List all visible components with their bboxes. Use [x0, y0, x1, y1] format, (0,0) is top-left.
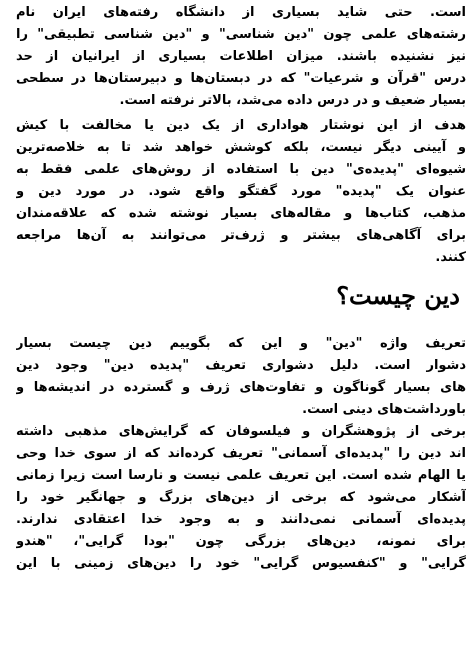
text-line: برخی از پژوهشگران و فیلسوفان که گرایش‌های مذهبی داشته‌ [16, 424, 466, 439]
text-line: هدف از این نوشتار هواداری از یک دین یا مخالفت با کیش [16, 118, 466, 133]
text-line: آشکار می‌شود که برخی از دین‌های بزرگ و جهانگیر خود را [16, 490, 466, 505]
text-line: است. حتی شاید بسیاری از دانشگاه رفته‌های ایران نام [16, 5, 466, 20]
paragraph-4 [16, 421, 466, 575]
text-line: عنوان یک "پدیده" مورد گفتگو واقع شود. در مورد دین و [16, 184, 466, 199]
paragraph-3 [16, 333, 466, 421]
section-heading: دین چیست؟ [336, 281, 460, 310]
text-line: های بسیار گوناگون و تفاوت‌های ژرف و گسترده در اندیشه‌ها و [16, 380, 466, 395]
text-line: شیوه‌ای "پدیده‌ی" دین با استفاده از روش‌های علمی فقط به [16, 162, 466, 177]
text-line: دشوار است. دلیل دشواری تعریف "پدیده دین" وجود دین‌ [16, 358, 466, 373]
text-line: گرایی" و "کنفسیوس گرایی" خود را دین‌های زمینی با این [16, 556, 466, 571]
text-line: و آیینی دیگر نیست، بلکه کوشش خواهد شد تا به خلاصه‌ترین [16, 140, 466, 155]
text-line: یا الهام شده است. این تعریف علمی نیست و نارسا است زیرا زمانی [16, 468, 466, 483]
text-line: بسیار ضعیف و در درس داده می‌شد، بالاتر نرفته است. [119, 93, 466, 108]
text-line: برای نمونه، دین‌های بزرگی چون "بودا گرایی"، "هندو [16, 534, 466, 549]
text-line: کنند. [435, 250, 466, 265]
text-line: باورداشت‌های دینی است. [302, 402, 466, 417]
text-line: اند دین را "پدیده‌ای آسمانی" تعریف کرده‌اند که از سوی خدا وحی [16, 446, 466, 461]
text-line: پدیده‌ای آسمانی نمی‌دانند و به وجود خدا اعتقادی ندارند. [16, 512, 466, 527]
text-line: برای آگاهی‌های بیشتر و ژرف‌تر می‌توانند به آن‌ها مراجعه [16, 228, 466, 243]
text-line: مذهب، کتاب‌ها و مقاله‌های بسیار نوشته شده که علاقه‌مندان [16, 206, 466, 221]
paragraph-1 [16, 4, 466, 112]
paragraph-2 [16, 115, 466, 269]
text-line: تعریف واژه "دین" و این که بگوییم دین چیست بسیار [16, 336, 466, 351]
text-line: درس "قرآن و شرعیات" که در دبستان‌ها و دبیرستان‌ها در سطحی [16, 71, 466, 86]
text-line: رشته‌های علمی چون "دین شناسی" و "دین شناسی تطبیقی" را [16, 27, 466, 42]
text-line: نیز نشنیده باشند. میزان اطلاعات بسیاری از ایرانیان از حد [16, 49, 466, 64]
